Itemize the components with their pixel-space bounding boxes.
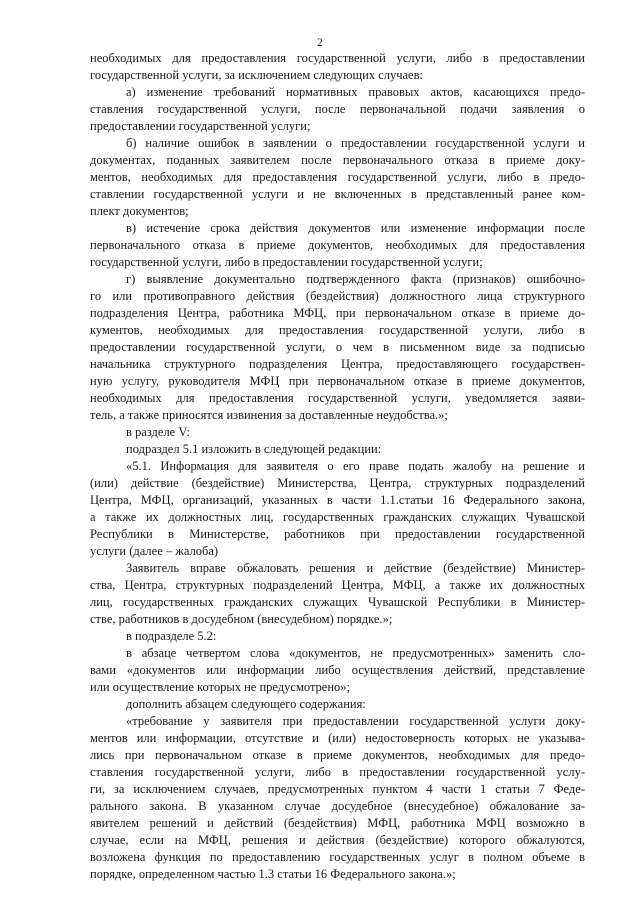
text-line: лиц, государственных гражданских служащих Чувашской Республики в Министер-	[90, 595, 585, 609]
text-line: государственной услуги, за исключением следующих случаев:	[90, 68, 423, 82]
text-line: случае, если на МФЦ, решения и действия (бездействие) которого обжалуются,	[90, 833, 585, 847]
text-line: предоставлении государственной услуги;	[90, 119, 311, 133]
text-line: б) наличие ошибок в заявлении о предоставлении государственной услуги и	[126, 136, 585, 150]
text-line: предоставлении государственной услуги, о чем в письменном виде за подписью	[90, 340, 585, 354]
text-line: начальника структурного подразделения Центра, предоставляющего государствен-	[90, 357, 585, 371]
text-line: тель, а также приносятся извинения за доставленные неудобства.»;	[90, 408, 448, 422]
text-line: ную услугу, руководителя МФЦ при первоначальном отказе в приеме документов,	[90, 374, 585, 388]
text-line: а) изменение требований нормативных правовых актов, касающихся предо-	[126, 85, 585, 99]
text-line: ставления государственной услуги, либо в предоставлении государственной услу-	[90, 765, 585, 779]
text-line: рального закона. В указанном случае досудебное (внесудебное) обжалование за-	[90, 799, 585, 813]
text-line: государственной услуги, либо в предоставлении государственной услуги;	[90, 255, 483, 269]
text-line: Заявитель вправе обжаловать решения и действие (бездействие) Министер-	[126, 561, 585, 575]
text-line: г) выявление документально подтвержденного факта (признаков) ошибочно-	[126, 272, 585, 286]
text-line: в подразделе 5.2:	[126, 629, 217, 643]
text-line: го или противоправного действия (бездействия) должностного лица структурного	[90, 289, 585, 303]
text-line: вами «документов или информации либо осуществления действий, представление	[90, 663, 585, 677]
text-line: кументов, необходимых для предоставления государственной услуги, либо в	[90, 323, 585, 337]
text-line: в) истечение срока действия документов или изменение информации после	[126, 221, 585, 235]
page-number: 2	[317, 37, 323, 49]
text-line: Республики в Министерстве, работников при предоставлении государственной	[90, 527, 585, 541]
text-line: ства, Центра, структурных подразделений Центра, МФЦ, а также их должностных	[90, 578, 585, 592]
text-line: ги, за исключением случаев, предусмотренных пунктом 4 части 1 статьи 7 Феде-	[90, 782, 585, 796]
text-line: (или) действие (бездействие) Министерства, Центра, структурных подразделений	[90, 476, 585, 490]
text-line: дополнить абзацем следующего содержания:	[126, 697, 366, 711]
text-line: необходимых для предоставления государственной услуги, уведомляется заяви-	[90, 391, 585, 405]
text-line: лись при первоначальном отказе в приеме документов, необходимых для предо-	[90, 748, 585, 762]
text-line: документах, поданных заявителем после первоначального отказа в приеме доку-	[90, 153, 585, 167]
text-line: возложена функция по предоставлению государственных услуг в полном объеме в	[90, 850, 585, 864]
text-line: первоначального отказа в приеме документов, необходимых для предоставления	[90, 238, 585, 252]
text-line: ментов или информации, отсутствие и (или) недостоверность которых не указыва-	[90, 731, 585, 745]
text-line: в абзаце четвертом слова «документов, не предусмотренных» заменить сло-	[126, 646, 585, 660]
text-line: «5.1. Информация для заявителя о его праве подать жалобу на решение и	[126, 459, 585, 473]
text-line: явителем решений и действий (бездействия) МФЦ, работника МФЦ возможно в	[90, 816, 585, 830]
text-line: или осуществление которых не предусмотрено»;	[90, 680, 351, 694]
text-line: услуги (далее – жалоба)	[90, 544, 219, 558]
text-line: необходимых для предоставления государственной услуги, либо в предоставлении	[90, 51, 585, 65]
text-line: ставления государственной услуги, после первоначальной подачи заявления о	[90, 102, 585, 116]
text-line: подразделения Центра, работника МФЦ, при первоначальном отказе в приеме до-	[90, 306, 585, 320]
text-line: подраздел 5.1 изложить в следующей редакции:	[126, 442, 382, 456]
text-line: ставлении государственной услуги и не включенных в представленный ранее ком-	[90, 187, 585, 201]
text-line: порядке, определенном частью 1.3 статьи 16 Федерального закона.»;	[90, 867, 456, 881]
text-line: «требование у заявителя при предоставлении государственной услуги доку-	[126, 714, 585, 728]
text-line: стве, работников в досудебном (внесудебном) порядке.»;	[90, 612, 393, 626]
text-line: ментов, необходимых для предоставления государственной услуги, либо в предо-	[90, 170, 585, 184]
text-line: в разделе V:	[126, 425, 190, 439]
text-line: Центра, МФЦ, организаций, указанных в части 1.1.статьи 16 Федерального закона,	[90, 493, 585, 507]
text-line: плект документов;	[90, 204, 189, 218]
document-body	[90, 50, 585, 883]
text-line: а также их должностных лиц, государственных гражданских служащих Чувашской	[90, 510, 585, 524]
